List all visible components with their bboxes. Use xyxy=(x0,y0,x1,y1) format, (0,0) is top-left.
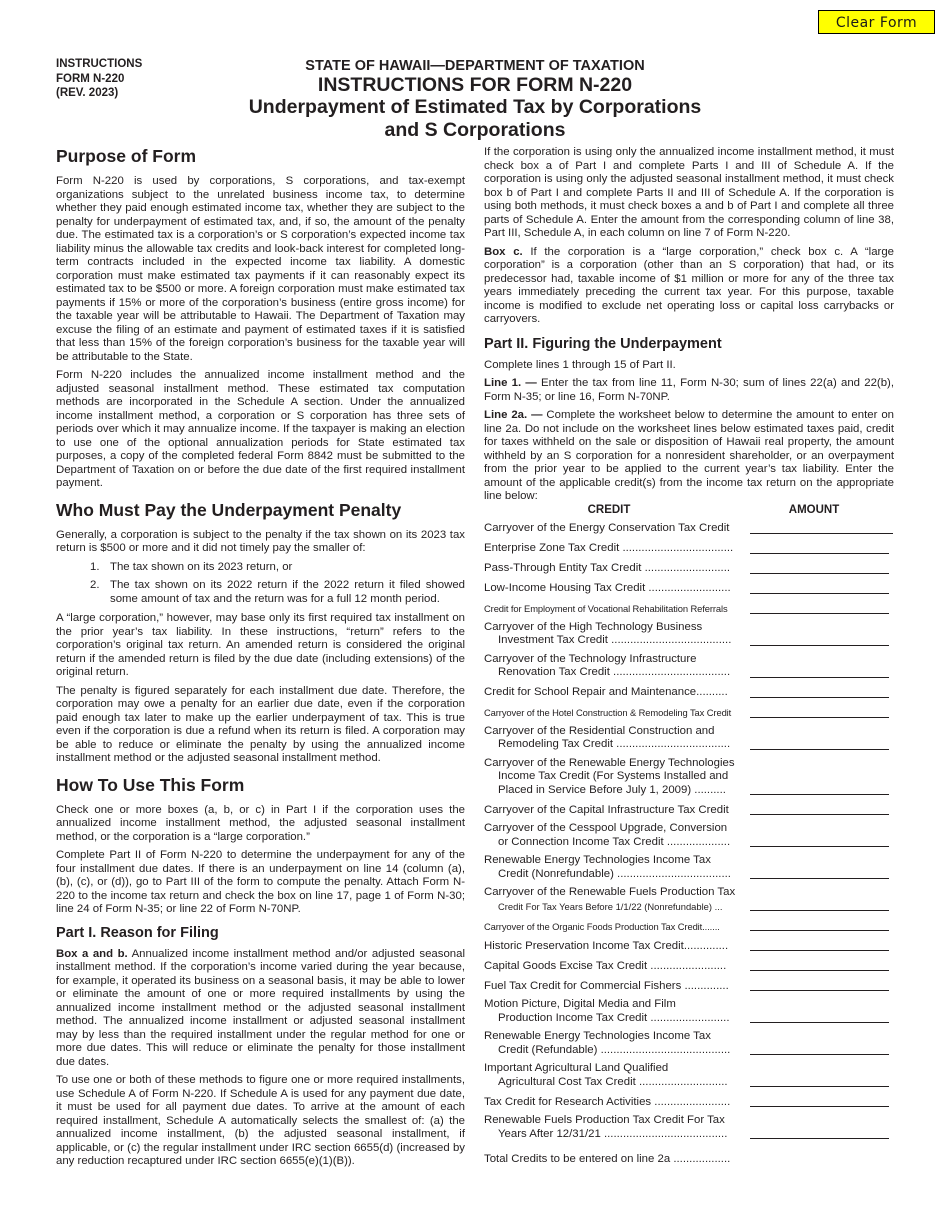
amount-field[interactable] xyxy=(750,561,889,574)
paragraph: Line 1. — Enter the tax from line 11, Form N-30; sum of lines 22(a) and 22(b), Form N-35; or line 16, Form N-70NP. xyxy=(484,377,894,403)
credit-row xyxy=(484,938,894,953)
credit-row xyxy=(484,561,894,576)
credit-row xyxy=(484,918,894,933)
paragraph: A “large corporation,” however, may base only its first required tax installment on the prior year’s tax liability. In these instructions, “return” refers to the corporation’s original tax return. An amended return is considered the original return if the amended return is filed by the due date (including extensions) of the original return. xyxy=(56,612,465,678)
column-header-credit: CREDIT xyxy=(587,503,631,516)
credit-row xyxy=(484,822,894,849)
credit-label-line: Income Tax Credit (For Systems Installed and xyxy=(498,770,729,782)
credit-row xyxy=(484,978,894,993)
amount-field[interactable] xyxy=(750,685,889,698)
credit-label xyxy=(484,602,748,616)
credit-label-line: Carryover of the Residential Construction and xyxy=(484,724,715,737)
section-heading-purpose: Purpose of Form xyxy=(56,146,197,166)
credit-row xyxy=(484,958,894,973)
credit-label-line: Tax Credit for Research Activities ........................ xyxy=(484,1095,731,1108)
run-in-label: Box c. xyxy=(484,245,523,258)
credit-label xyxy=(484,1030,748,1057)
credit-label xyxy=(484,920,748,934)
credit-row xyxy=(484,601,894,616)
page-title: INSTRUCTIONS FOR FORM N-220 xyxy=(317,74,633,96)
credit-label xyxy=(484,542,748,556)
amount-field[interactable] xyxy=(750,581,889,594)
amount-field[interactable] xyxy=(750,1074,889,1087)
credit-label xyxy=(484,822,748,849)
paragraph: Complete lines 1 through 15 of Part II. xyxy=(484,358,676,371)
credit-row xyxy=(484,725,894,752)
credit-label-line: Carryover of the Organic Foods Production Tax Credit....... xyxy=(484,920,720,932)
credit-label-line: Renewable Fuels Production Tax Credit For Tax xyxy=(484,1114,725,1126)
credit-label xyxy=(484,686,748,700)
left-column xyxy=(56,146,465,1174)
section-heading-who-must-pay: Who Must Pay the Underpayment Penalty xyxy=(56,499,402,520)
credit-label xyxy=(484,653,748,680)
amount-field[interactable] xyxy=(750,1010,889,1023)
credit-table xyxy=(484,521,894,1167)
amount-field[interactable] xyxy=(750,705,889,718)
credit-row xyxy=(484,1114,894,1141)
paragraph: Box a and b. Annualized income installment method and/or adjusted seasonal installment method. If the corporation’s income varied during the year because, for example, it operated its business on a seasonal basis, it may be able to lower or eliminate the amount of one or more required installments by using the annualized income installment method or the adjusted seasonal installment method. The annualized income installment or adjusted seasonal installment may by less than the required installment under the regular method for one or more due dates. This will reduce or eliminate the penalty for those installment due dates. xyxy=(56,947,465,1068)
amount-field[interactable] xyxy=(750,866,889,879)
credit-label-line: Investment Tax Credit ...................................... xyxy=(498,634,732,646)
amount-field[interactable] xyxy=(750,802,889,815)
credit-label xyxy=(484,582,748,596)
credit-total-row xyxy=(484,1153,894,1167)
credit-row xyxy=(484,541,894,556)
credit-label-line: Carryover of the Hotel Construction & Remodeling Tax Credit xyxy=(484,707,732,718)
credit-label-line: Carryover of the Renewable Fuels Production Tax xyxy=(484,886,736,898)
credit-label-line: Credit for Employment of Vocational Rehabilitation Referrals xyxy=(484,603,728,614)
amount-field[interactable] xyxy=(750,918,889,931)
amount-field[interactable] xyxy=(750,1126,889,1139)
paragraph: Generally, a corporation is subject to the penalty if the tax shown on its 2023 tax return is $500 or more and it did not timely pay the smaller of: xyxy=(56,528,465,554)
credit-label-line: Carryover of the Technology Infrastructure xyxy=(484,652,697,665)
credit-label-line: Important Agricultural Land Qualified xyxy=(484,1062,669,1074)
credit-row xyxy=(484,854,894,881)
credit-label-line: Fuel Tax Credit for Commercial Fishers .............. xyxy=(484,979,729,992)
credit-label xyxy=(484,562,748,576)
run-in-label: Line 2a. — xyxy=(484,409,543,421)
credit-label xyxy=(484,757,748,798)
credit-label xyxy=(484,804,748,818)
credit-row xyxy=(484,705,894,720)
amount-field[interactable] xyxy=(750,1042,889,1055)
credit-row xyxy=(484,1094,894,1109)
credit-label-line: Remodeling Tax Credit .................................... xyxy=(498,738,731,750)
credit-label-line: Credit (Refundable) ......................................... xyxy=(498,1043,731,1056)
credit-label xyxy=(484,1096,748,1110)
credit-label xyxy=(484,1062,748,1089)
credit-row xyxy=(484,521,894,536)
list-item: 2. The tax shown on its 2022 return if the 2022 return it filed showed some amount of tax and the return was for a full 12 month period. xyxy=(90,579,465,605)
column-header-amount: AMOUNT xyxy=(788,503,840,516)
amount-field[interactable] xyxy=(750,737,889,750)
credit-label xyxy=(484,621,748,648)
credit-row xyxy=(484,802,894,817)
amount-field[interactable] xyxy=(750,958,889,971)
credit-row xyxy=(484,1062,894,1089)
form-id-line: FORM N-220 xyxy=(56,72,125,85)
credit-label xyxy=(484,1114,748,1141)
amount-field[interactable] xyxy=(750,665,889,678)
credit-row xyxy=(484,998,894,1025)
credit-label-line: Pass-Through Entity Tax Credit ........................... xyxy=(484,562,731,574)
credit-label xyxy=(484,854,748,881)
page-subtitle: and S Corporations xyxy=(384,119,566,141)
clear-form-button[interactable]: Clear Form xyxy=(818,10,935,34)
credit-table-header xyxy=(484,504,894,518)
credit-label-line: Low-Income Housing Tax Credit .......................... xyxy=(484,582,731,594)
credit-label xyxy=(484,940,748,954)
credit-label-line: Credit (Nonrefundable) .................................... xyxy=(498,867,731,880)
credit-label-line: Historic Preservation Income Tax Credit.............. xyxy=(484,939,729,952)
credit-label-line: Renovation Tax Credit ..................................... xyxy=(498,666,731,678)
amount-field[interactable] xyxy=(750,782,889,795)
credit-label-line: Capital Goods Excise Tax Credit ........................ xyxy=(484,959,727,972)
page-header xyxy=(200,57,750,142)
credit-label-line: Renewable Energy Technologies Income Tax xyxy=(484,1030,711,1042)
credit-label-line: Motion Picture, Digital Media and Film xyxy=(484,998,676,1010)
section-heading-part2: Part II. Figuring the Underpayment xyxy=(484,335,722,352)
credit-row xyxy=(484,1030,894,1057)
amount-field[interactable] xyxy=(750,978,889,991)
amount-field[interactable] xyxy=(750,834,889,847)
amount-field[interactable] xyxy=(750,541,889,554)
paragraph: Complete Part II of Form N-220 to determine the underpayment for any of the four installment due dates. If there is an underpayment on line 14 (column (a), (b), (c), or (d)), go to Part III of the form to compute the penalty. Attach Form N-220 to the income tax return and check the box on line 17, page 1 of Form N-30; line 24 of Form N-35; or line 22 of Form N-70NP. xyxy=(56,849,465,915)
credit-label xyxy=(484,706,748,720)
paragraph: Form N-220 is used by corporations, S corporations, and tax-exempt organizations subject to the unrelated business income tax, to determine whether they paid enough estimated income tax, whether they are subject to the penalty for underpayment of estimated tax, and, if so, the amount of the penalty due. The estimated tax is a corporation’s or S corporation’s expected income tax liability minus the allowable tax credits and look-back interest for completed long-term contracts included in the expected income tax liability. A domestic corporation must make estimated tax payments if it can reasonably expect its estimated tax to be $500 or more. A foreign corporation must make estimated tax payments if 15% or more of the corporation’s business (entire gross income) for the taxable year will be attributable to Hawaii. The Department of Taxation may excuse the filing of an estimate and payment of estimated taxes if it is satisfied that less than 15% of the foreign corporation’s business for the taxable year will be attributable to the State. xyxy=(56,175,465,363)
credit-label-line: Carryover of the Energy Conservation Tax Credit xyxy=(484,522,730,534)
credit-label xyxy=(484,998,748,1025)
credit-label xyxy=(484,725,748,752)
credit-label-line: Production Income Tax Credit ......................... xyxy=(498,1011,730,1024)
section-heading-part1: Part I. Reason for Filing xyxy=(56,924,219,941)
credit-label-line: Carryover of the Renewable Energy Technologies xyxy=(484,756,735,769)
right-column xyxy=(484,146,894,1167)
credit-label xyxy=(484,886,748,913)
credit-row xyxy=(484,653,894,680)
credit-label-line: Carryover of the Capital Infrastructure Tax Credit xyxy=(484,803,729,816)
paragraph: Form N-220 includes the annualized income installment method and the adjusted seasonal installment method. These estimated tax computation methods are incorporated in the Schedule A section. Under the annualized income installment method, a corporation or S corporation has three sets of periods over which it may annualize income. If the taxpayer is making an election to use one of the optional annualization periods for State estimated tax purposes, a copy of the completed federal Form 8842 must be submitted to the Department of Taxation on or before the due date of the first required installment payment. xyxy=(56,369,465,489)
run-in-label: Box a and b. xyxy=(56,947,128,960)
credit-label-line: Carryover of the Cesspool Upgrade, Conversion xyxy=(484,822,728,834)
paragraph: The penalty is figured separately for each installment due date. Therefore, the corporation may owe a penalty for an earlier due date, even if the corporation paid enough tax later to make up the earlier underpayment of tax. This is true even if the corporation is due a refund when its return is filed. A corporation may be able to reduce or eliminate the penalty by using the annualized income installment method or the adjusted seasonal installment method. xyxy=(56,684,465,764)
paragraph: Check one or more boxes (a, b, or c) in Part I if the corporation uses the annualized income installment method, the adjusted seasonal installment method, or the corporation is a “large corporation.” xyxy=(56,803,465,843)
credit-label-line: Credit for School Repair and Maintenance.......... xyxy=(484,686,728,698)
form-id-line: INSTRUCTIONS xyxy=(56,58,143,70)
credit-label xyxy=(484,522,748,536)
paragraph: If the corporation is using only the annualized income installment method, it must check box a of Part I and complete Parts I and III of Schedule A. If the corporation is using only the adjusted seasonal installment method, it must check box b of Part I and complete Parts II and III of Schedule A. If the corporation is using both methods, it must check boxes a and b of Part I and complete all three parts of Schedule A. Enter the amount from the corresponding column of line 38, Part III, Schedule A, in each column on line 7 of Form N-220. xyxy=(484,146,894,239)
credit-label xyxy=(484,980,748,994)
credit-row xyxy=(484,757,894,798)
credit-label-line: Renewable Energy Technologies Income Tax xyxy=(484,854,711,866)
credit-row xyxy=(484,581,894,596)
list-item: 1. The tax shown on its 2023 return, or xyxy=(90,560,293,573)
paragraph: Box c. If the corporation is a “large corporation,” check box c. A “large corporation” is a corporation (other than an S corporation) that had, or its predecessor had, taxable income of $1 million or more for any of the three tax years immediately preceding the current tax year. For this purpose, taxable income is modified to exclude net operating loss or capital loss carrybacks or carryovers. xyxy=(484,245,895,325)
amount-field[interactable] xyxy=(750,938,889,951)
credit-label-line: or Connection Income Tax Credit .................... xyxy=(498,835,731,848)
form-id-line: (REV. 2023) xyxy=(56,87,119,99)
amount-field[interactable] xyxy=(750,601,889,614)
amount-field[interactable] xyxy=(750,633,889,646)
form-identifier xyxy=(56,57,142,101)
credit-label-line: Enterprise Zone Tax Credit ................................... xyxy=(484,542,734,554)
numbered-list xyxy=(90,561,465,607)
run-in-label: Line 1. — xyxy=(484,377,537,389)
credit-row xyxy=(484,886,894,913)
credit-label-line: Carryover of the High Technology Business xyxy=(484,620,703,633)
paragraph: Line 2a. — Complete the worksheet below to determine the amount to enter on line 2a. Do not include on the worksheet lines below estimated taxes paid, credit for taxes withheld on the sale or disposition of Hawaii real property, the amount withheld by an S corporation for a nonresident shareholder, or an overpayment from the prior year to be applied to the current year’s tax liability. Enter the amount of the applicable credit(s) from the income tax return on the appropriate line below: xyxy=(484,409,894,502)
amount-field[interactable] xyxy=(750,1094,889,1107)
agency-name: STATE OF HAWAII—DEPARTMENT OF TAXATION xyxy=(305,58,645,74)
credit-row xyxy=(484,685,894,700)
credit-label-line: Credit For Tax Years Before 1/1/22 (Nonrefundable) ... xyxy=(498,900,723,912)
credit-label-line: Agricultural Cost Tax Credit ............................ xyxy=(498,1075,728,1088)
amount-field[interactable] xyxy=(750,898,889,911)
credit-row xyxy=(484,621,894,648)
amount-field[interactable] xyxy=(750,521,893,534)
credit-label-line: Placed in Service Before July 1, 2009) .......... xyxy=(498,783,726,796)
paragraph: To use one or both of these methods to figure one or more required installments, use Schedule A of Form N-220. If Schedule A is used for any payment due date, it must be used for all payment due dates. To arrive at the amount of each required installment, Schedule A automatically selects the smallest of: (a) the annualized income installment, (b) the adjusted seasonal installment, if applicable, or (c) the regular installment under IRC section 6655(d) (increased by any reduction recaptured under IRC section 6655(e)(1)(B)). xyxy=(56,1074,465,1167)
credit-label-line: Years After 12/31/21 ....................................... xyxy=(498,1127,728,1140)
credit-total-label: Total Credits to be entered on line 2a .................. xyxy=(484,1153,731,1165)
credit-label xyxy=(484,960,748,974)
section-heading-how-to-use: How To Use This Form xyxy=(56,774,245,795)
page-subtitle: Underpayment of Estimated Tax by Corporations xyxy=(248,96,702,118)
